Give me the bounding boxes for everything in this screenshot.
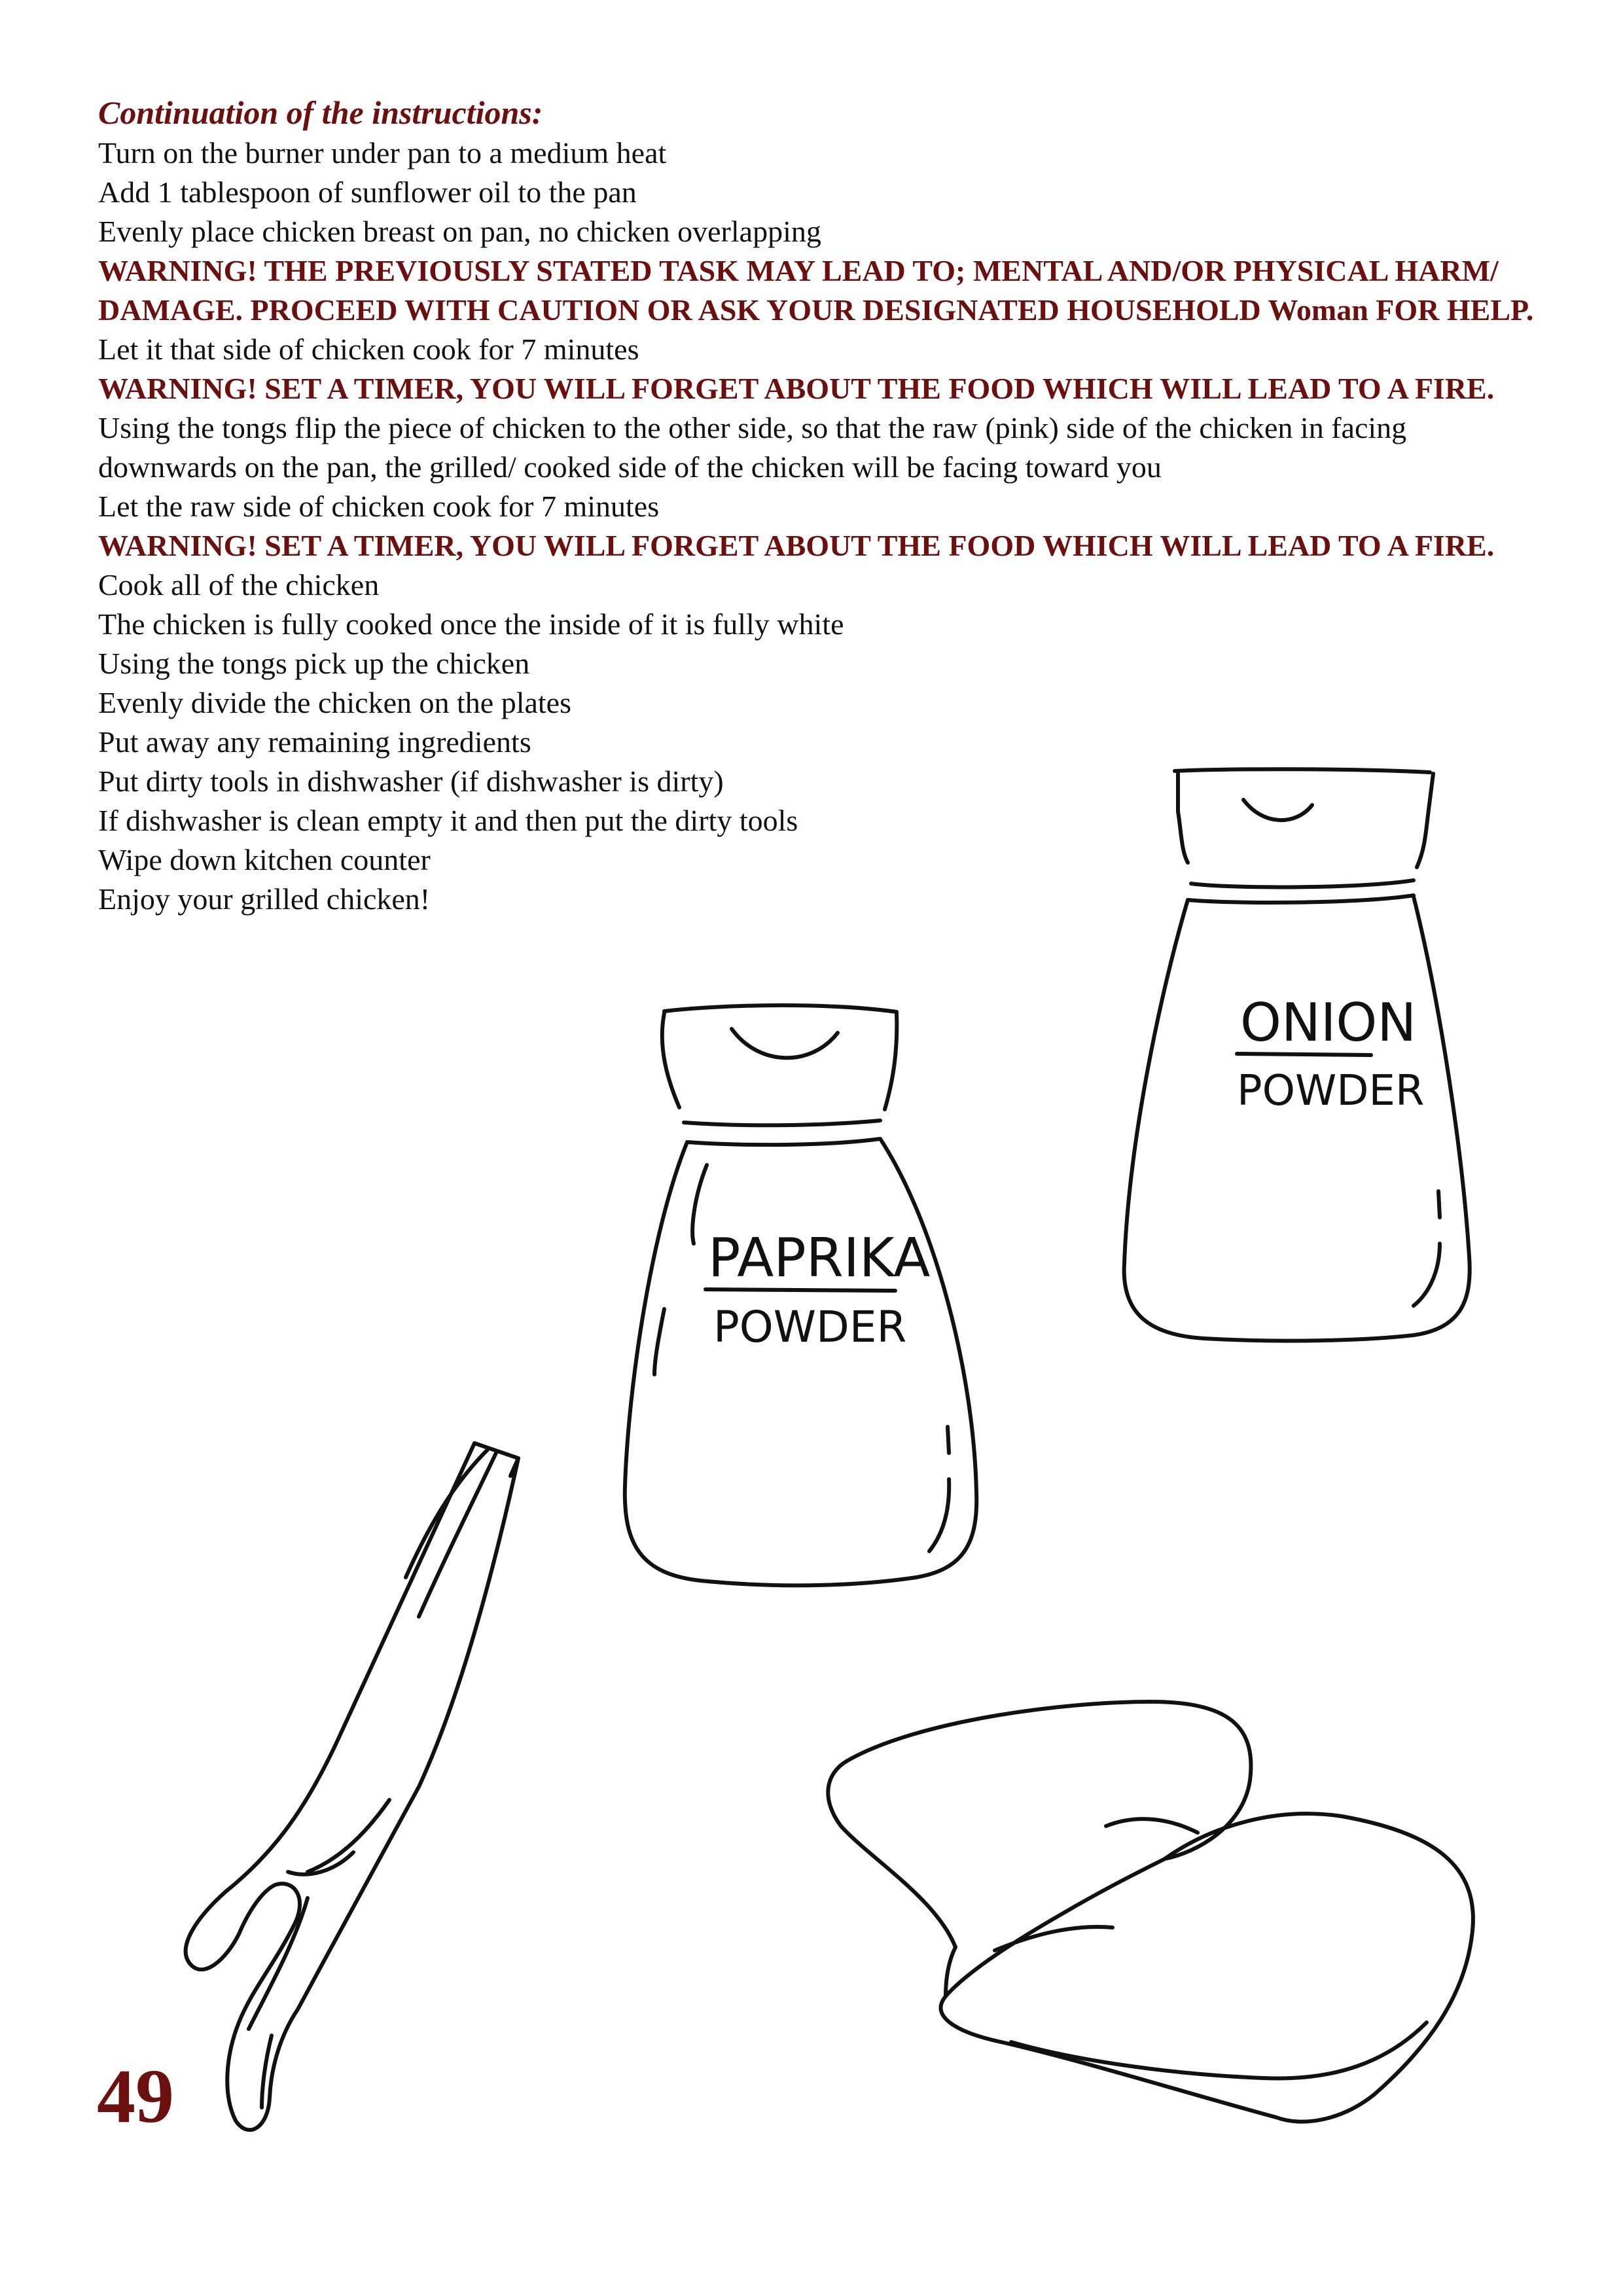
instruction-line: Wipe down kitchen counter — [98, 843, 431, 876]
page-number: 49 — [97, 2053, 174, 2139]
instruction-line: Let the raw side of chicken cook for 7 minutes — [98, 490, 660, 523]
warning-text: WARNING! SET A TIMER, YOU WILL FORGET ABOUT THE FOOD WHICH WILL LEAD TO A FIRE. — [98, 372, 1495, 405]
instruction-line: Using the tongs pick up the chicken — [98, 647, 530, 680]
instruction-line: Put away any remaining ingredients — [98, 725, 531, 759]
instructions-block — [98, 92, 1538, 919]
tongs-illustration — [186, 1443, 518, 2130]
instruction-line: Enjoy your grilled chicken! — [98, 882, 431, 916]
instruction-line: Evenly divide the chicken on the plates — [98, 686, 571, 719]
instruction-line: If dishwasher is clean empty it and then put the dirty tools — [98, 804, 798, 837]
instructions-list — [98, 134, 1538, 919]
warning-text: WARNING! THE PREVIOUSLY STATED TASK MAY LEAD TO; MENTAL AND/OR PHYSICAL HARM/ DAMAGE. PROCEED WITH CAUTION OR ASK YOUR DESIGNATED HOUSEHOLD Woman FOR HELP. — [98, 254, 1534, 327]
instruction-line: Using the tongs flip the piece of chicken to the other side, so that the raw (pink) side of the chicken in facing downwards on the pan, the grilled/ cooked side of the chicken will be facing toward you — [98, 411, 1407, 484]
paprika-powder-jar-illustration — [625, 1005, 976, 1585]
instruction-line: Cook all of the chicken — [98, 568, 380, 601]
instruction-line: Add 1 tablespoon of sunflower oil to the pan — [98, 175, 637, 209]
instruction-line: Evenly place chicken breast on pan, no chicken overlapping — [98, 215, 821, 248]
onion-jar-label-bottom: POWDER — [1237, 1067, 1425, 1115]
chicken-breasts-illustration — [828, 1702, 1473, 2122]
instruction-line: The chicken is fully cooked once the inside of it is fully white — [98, 607, 844, 641]
warning-text: WARNING! SET A TIMER, YOU WILL FORGET ABOUT THE FOOD WHICH WILL LEAD TO A FIRE. — [98, 529, 1495, 562]
onion-jar-label-top: ONION — [1240, 992, 1417, 1053]
instructions-heading: Continuation of the instructions: — [98, 94, 543, 131]
paprika-jar-label-bottom: POWDER — [713, 1302, 907, 1352]
paprika-jar-label-top: PAPRIKA — [708, 1227, 931, 1289]
instruction-line: Put dirty tools in dishwasher (if dishwasher is dirty) — [98, 764, 724, 798]
instruction-line: Turn on the burner under pan to a medium heat — [98, 136, 667, 170]
instruction-line: Let it that side of chicken cook for 7 minutes — [98, 332, 639, 366]
